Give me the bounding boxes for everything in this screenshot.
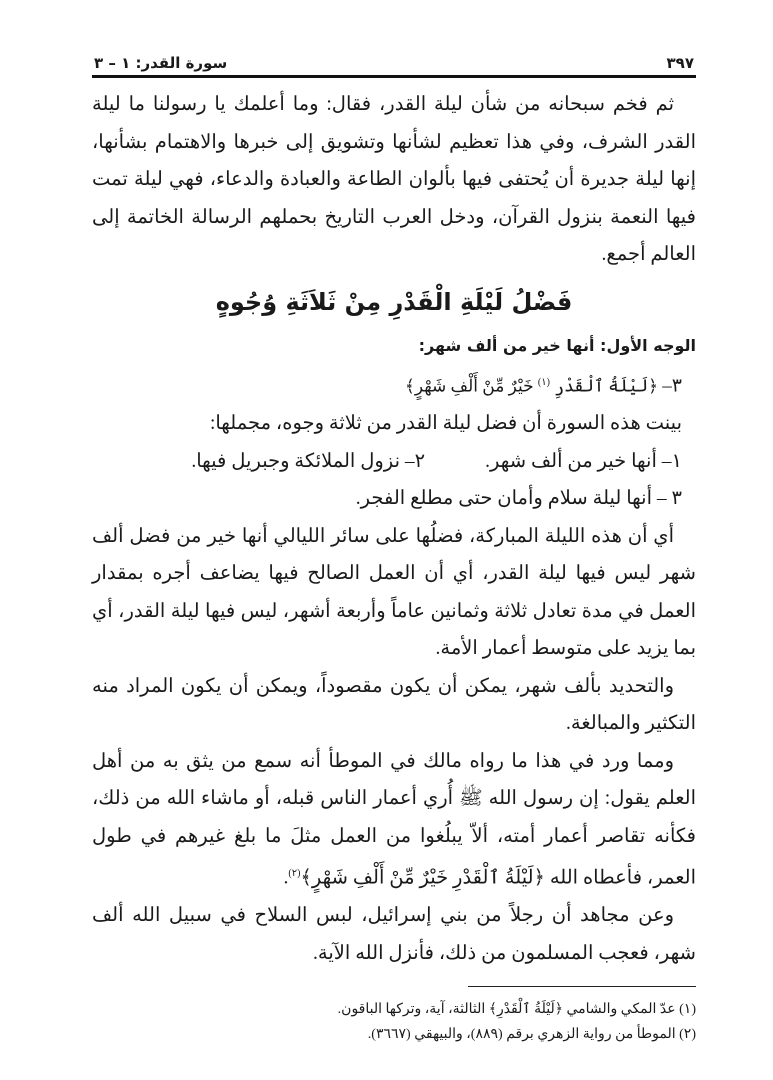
- first-aspect-heading: الوجه الأول: أنها خير من ألف شهر:: [418, 335, 696, 355]
- footnote-ref-2[interactable]: (٢): [288, 868, 301, 880]
- aspect-item: ٢– نزول الملائكة وجبريل فيها.: [191, 450, 426, 472]
- page-number: ٣٩٧: [666, 54, 694, 72]
- header-rule: [92, 75, 696, 78]
- aspect-item: ١– أنها خير من ألف شهر.: [485, 450, 682, 472]
- intro-paragraph: ثم فخم سبحانه من شأن ليلة القدر، فقال: وما أعلمك يا رسولنا ما ليلة القدر الشرف، وفي هذا تعظيم لشأنها وتشويق إلى خبرها والاهتمام بشأنها، إنها ليلة جديرة أن يُحتفى فيها بألوان الطاعة والعبادة والدعاء، فهي ليلة تمت فيها النعمة بنزول القرآن، ودخل العرب التاريخ بحملهم الرسالة الخاتمة إلى العالم أجمع.: [92, 94, 696, 265]
- verse-number: ٣–: [662, 375, 682, 397]
- aspect-list-row: [92, 443, 696, 481]
- footnote-ref-1[interactable]: (١): [537, 376, 550, 388]
- aspect-item: ٣ – أنها ليلة سلام وأمان حتى مطلع الفجر.: [355, 488, 682, 510]
- body-paragraph: ومما ورد في هذا ما رواه مالك في الموطأ أنه سمع من يثق به من أهل العلم يقول: إن رسول الله ﷺ أُري أعمار الناس قبله، أو ماشاء الله من ذلك، فكأنه تقاصر أعمار أمته، ألاّ يبلُغوا من العمل مثلَ ما بلغ غيرهم في طول العمر، فأعطاه الله ﴿لَيْلَةُ ٱلْقَدْرِ خَيْرٌ مِّنْ أَلْفِ شَهْرٍ﴾$^{(٢)}$.: [92, 750, 696, 889]
- surah-reference: سورة القدر: ١ – ٣: [94, 54, 228, 72]
- quran-verse: [92, 364, 696, 406]
- footnote-separator: [468, 986, 696, 987]
- body-paragraph: أي أن هذه الليلة المباركة، فضلُها على سائر الليالي أنها خير من فضل ألف شهر ليس فيها ليلة القدر، أي أن العمل الصالح فيها يضاعف أجره بمقدار العمل في مدة تعادل ثلاثة وثمانين عاماً وأربعة أشهر، ليس فيها ليلة القدر، أي بما يزيد على متوسط أعمار الأمة.: [92, 525, 696, 660]
- body-paragraph: وعن مجاهد أن رجلاً من بني إسرائيل، لبس السلاح في سبيل الله ألف شهر، فعجب المسلمون من ذلك، فأنزل الله الآية.: [92, 905, 696, 964]
- footnotes: [92, 997, 696, 1047]
- page-body: [92, 86, 696, 972]
- summary-intro: بينت هذه السورة أن فضل ليلة القدر من ثلاثة وجوه، مجملها:: [209, 413, 682, 435]
- verse-text-part2: خَيْرٌ مِّنْ أَلْفِ شَهْرٍ﴾: [404, 376, 534, 396]
- body-paragraph: والتحديد بألف شهر، يمكن أن يكون مقصوداً، ويمكن أن يكون المراد منه التكثير والمبالغة.: [92, 675, 696, 735]
- verse-text-part1: ﴿لَيْلَةُ ٱلْقَدْرِ: [554, 376, 659, 396]
- running-header: [92, 48, 696, 72]
- paragraph-text: ومما ورد في هذا ما رواه مالك في الموطأ أنه سمع من يثق به من أهل العلم يقول: إن رسول الله ﷺ أُري أعمار الناس قبله، أو ماشاء الله من ذلك، فكأنه تقاصر أعمار أمته، ألاّ يبلُغوا من العمل مثلَ ما بلغ غيرهم في طول العمر، فأعطاه الله ﴿لَيْلَةُ ٱلْقَدْرِ خَيْرٌ مِّنْ أَلْفِ شَهْرٍ﴾: [92, 750, 696, 889]
- footnote-item: (١) عدّ المكي والشامي ﴿لَيْلَةُ ٱلْقَدْرِ﴾ الثالثة، آية، وتركها الباقون.: [337, 1002, 696, 1018]
- book-page: [92, 48, 696, 1047]
- footnote-item: (٢) الموطأ من رواية الزهري برقم (٨٨٩)، والبيهقي (٣٦٦٧).: [367, 1027, 696, 1043]
- section-title: فَضْلُ لَيْلَةِ الْقَدْرِ مِنْ ثَلاَثَةِ وُجُوهٍ: [215, 287, 573, 316]
